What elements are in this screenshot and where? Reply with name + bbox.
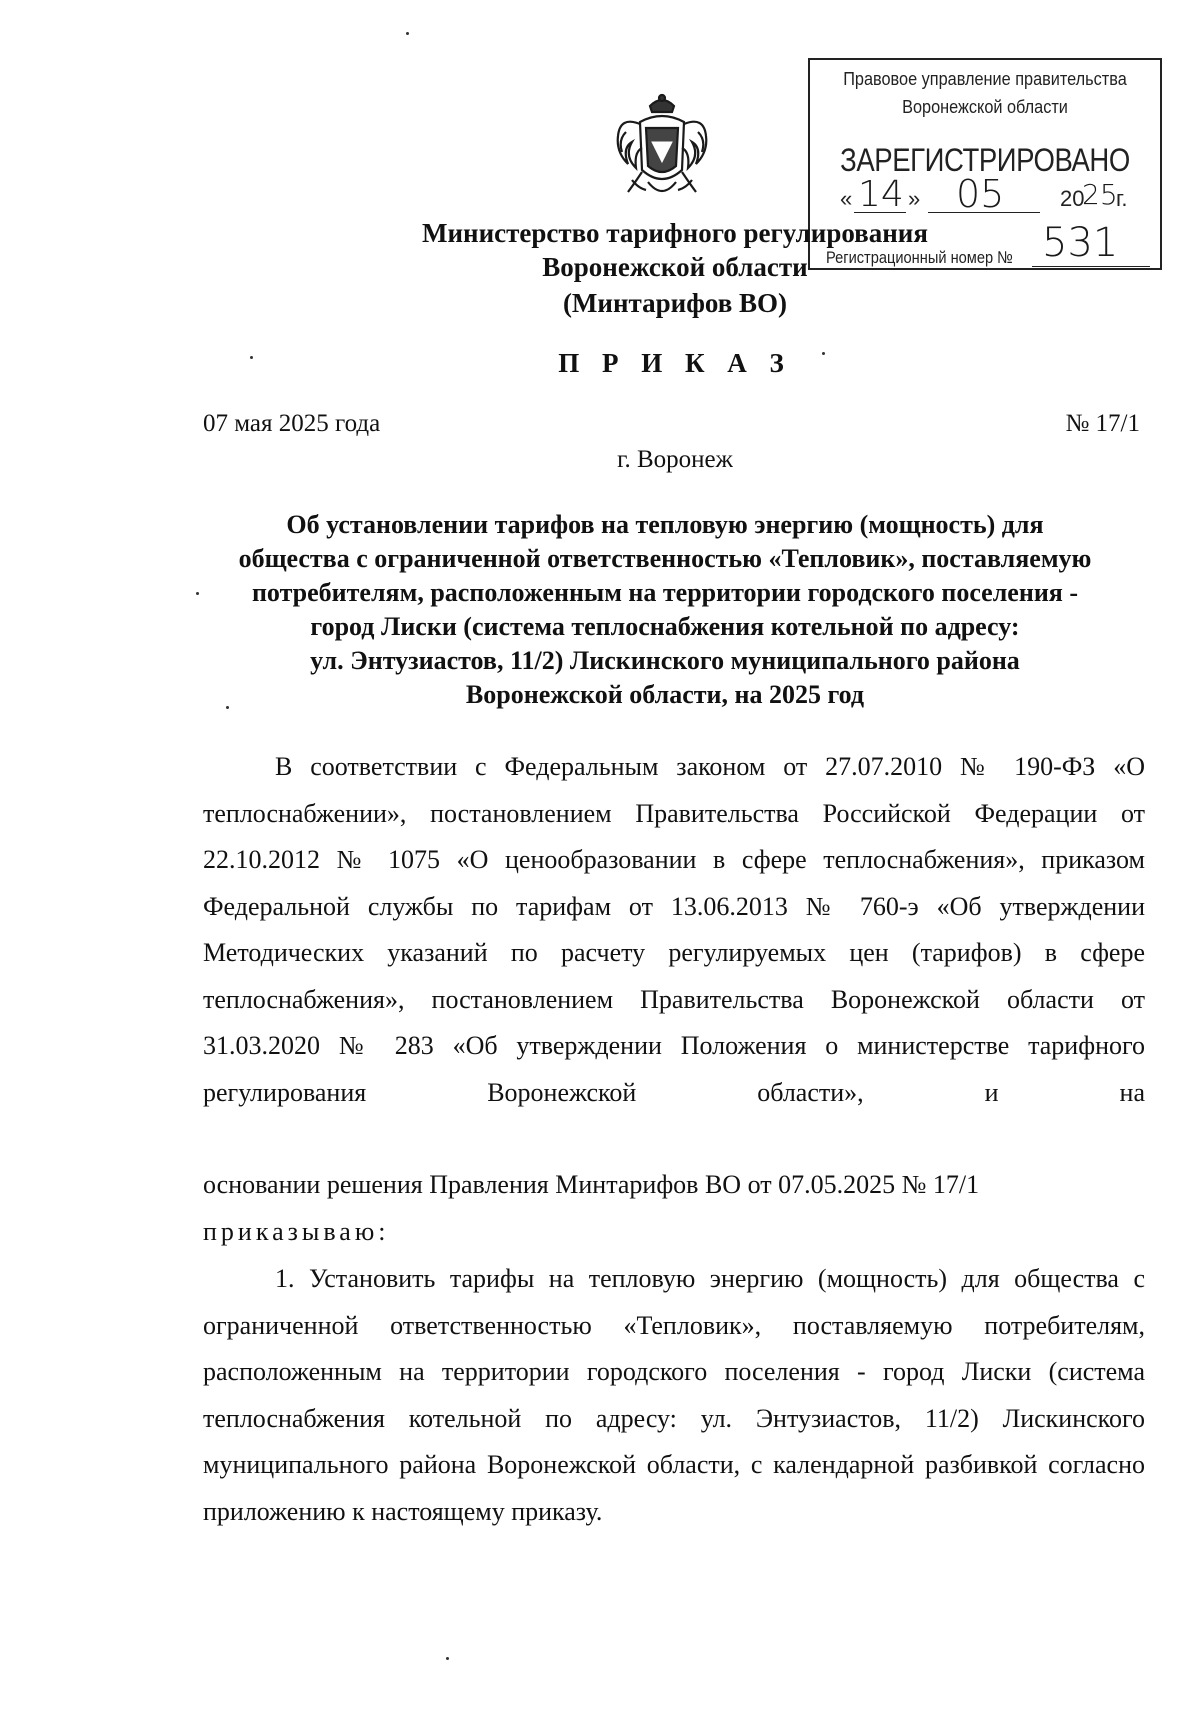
preamble-last-line: основании решения Правления Минтарифов ВО от 07.05.2025 № 17/1 (203, 1170, 980, 1199)
order-number: № 17/1 (1065, 410, 1140, 437)
stamp-org-line1: Правовое управление правительства (843, 68, 1127, 89)
title-line: общества с ограниченной ответственностью «Тепловик», поставляемую (238, 544, 1092, 573)
stamp-org-line2: Воронежской области (902, 96, 1068, 117)
order-city: г. Воронеж (617, 446, 733, 473)
stamp-year-prefix: 20 (1060, 186, 1085, 211)
stamp-year-unit: г. (1116, 186, 1128, 211)
title-line: Воронежской области, на 2025 год (465, 680, 865, 709)
preamble-paragraph: В соответствии с Федеральным законом от 27.07.2010 № 190-ФЗ «О теплоснабжении», постановлением Правительства Российской Федерации от 22.10.2012 № 1075 «О ценообразовании в сфере теплоснабжения», приказом Федеральной службы по тарифам от 13.06.2013 № 760-э «Об утверждении Методических указаний по расчету регулируемых цен (тарифов) в сфере теплоснабжения», постановлением Правительства Воронежской области от 31.03.2020 № 283 «Об утверждении Положения о министерстве тарифного регулирования Воронежской области», и на (203, 752, 1145, 1107)
stamp-date-row (810, 172, 1160, 218)
org-name-line2: Воронежской области (542, 252, 808, 282)
stamp-quote-close: » (908, 186, 921, 211)
item-1-paragraph: 1. Установить тарифы на тепловую энергию (мощность) для общества с ограниченной ответственностью «Тепловик», поставляемую потребителям, расположенным на территории городского поселения - город Лиски (система теплоснабжения котельной по адресу: ул. Энтузиастов, 11/2) Лискинского муниципального района Воронежской области, с календарной разбивкой согласно приложению к настоящему приказу. (203, 1264, 1145, 1526)
stamp-year-handwritten: 25 (1082, 178, 1118, 211)
order-title (0, 508, 1200, 712)
title-line: потребителям, расположенным на территории городского поселения - (251, 578, 1079, 607)
stamp-quote-open: « (840, 186, 853, 211)
org-short-name: (Минтарифов ВО) (562, 288, 788, 318)
stamp-reg-number-label: Регистрационный номер № (826, 248, 1013, 267)
stamp-month-handwritten: 05 (956, 172, 1005, 216)
stamp-registered-label: ЗАРЕГИСТРИРОВАНО (840, 142, 1130, 178)
title-line: ул. Энтузиастов, 11/2) Лискинского муниципального района (310, 646, 1020, 675)
stamp-day-handwritten: 14 (858, 174, 904, 215)
order-word: приказываю: (203, 1217, 390, 1246)
title-line: Об установлении тарифов на тепловую энергию (мощность) для (286, 510, 1044, 539)
title-line: город Лиски (система теплоснабжения котельной по адресу: (310, 612, 1020, 641)
coat-of-arms-icon (612, 92, 712, 204)
order-date: 07 мая 2025 года (203, 410, 381, 437)
doc-type-heading: П Р И К А З (558, 348, 792, 378)
stamp-reg-number-handwritten: 531 (1042, 220, 1119, 266)
org-name-line1: Министерство тарифного регулирования (422, 218, 928, 248)
